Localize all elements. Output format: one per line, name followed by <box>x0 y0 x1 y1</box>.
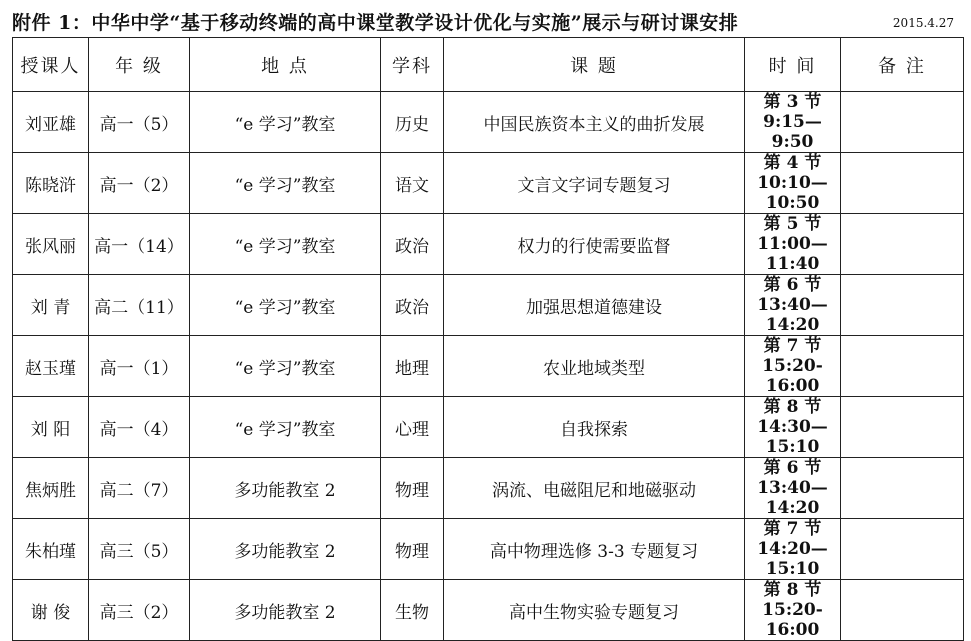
remark-cell <box>841 458 964 519</box>
period-text: 第 5 节 <box>763 214 822 234</box>
topic-cell: 高中物理选修 3-3 专题复习 <box>444 519 745 580</box>
table-row <box>13 153 964 214</box>
remark-cell <box>841 397 964 458</box>
topic-cell: 农业地域类型 <box>444 336 745 397</box>
subject-cell: 地理 <box>381 336 444 397</box>
period-text: 第 6 节 <box>763 458 822 478</box>
remark-cell <box>841 275 964 336</box>
time-cell <box>745 336 841 397</box>
time-range-text: 14:30—15:10 <box>757 417 828 457</box>
document-title: 附件 1：中华中学“基于移动终端的高中课堂教学设计优化与实施”展示与研讨课安排 <box>12 12 739 34</box>
location-cell: “e 学习”教室 <box>190 214 381 275</box>
time-cell <box>745 397 841 458</box>
period-text: 第 7 节 <box>763 519 822 539</box>
column-header-grade: 年 级 <box>89 38 190 92</box>
teacher-cell: 陈晓浒 <box>13 153 89 214</box>
period-text: 第 6 节 <box>763 275 822 295</box>
table-row <box>13 336 964 397</box>
subject-cell: 语文 <box>381 153 444 214</box>
period-text: 第 4 节 <box>763 153 822 173</box>
time-range-text: 9:15—9:50 <box>763 112 822 152</box>
grade-cell: 高一（2） <box>89 153 190 214</box>
time-cell <box>745 214 841 275</box>
location-cell: 多功能教室 2 <box>190 580 381 641</box>
column-header-remark: 备 注 <box>841 38 964 92</box>
teacher-cell: 刘 青 <box>13 275 89 336</box>
remark-cell <box>841 92 964 153</box>
location-cell: “e 学习”教室 <box>190 336 381 397</box>
topic-cell: 自我探索 <box>444 397 745 458</box>
time-range-text: 10:10—10:50 <box>757 173 828 213</box>
column-header-teacher: 授课人 <box>13 38 89 92</box>
teacher-cell: 谢 俊 <box>13 580 89 641</box>
column-header-time: 时 间 <box>745 38 841 92</box>
table-row <box>13 214 964 275</box>
time-cell <box>745 275 841 336</box>
time-cell <box>745 519 841 580</box>
location-cell: “e 学习”教室 <box>190 275 381 336</box>
table-row <box>13 397 964 458</box>
time-cell <box>745 458 841 519</box>
column-header-subject: 学科 <box>381 38 444 92</box>
topic-cell: 加强思想道德建设 <box>444 275 745 336</box>
column-header-topic: 课 题 <box>444 38 745 92</box>
topic-cell: 涡流、电磁阻尼和地磁驱动 <box>444 458 745 519</box>
grade-cell: 高二（11） <box>89 275 190 336</box>
topic-cell: 文言文字词专题复习 <box>444 153 745 214</box>
location-cell: “e 学习”教室 <box>190 397 381 458</box>
subject-cell: 心理 <box>381 397 444 458</box>
remark-cell <box>841 153 964 214</box>
table-row <box>13 458 964 519</box>
remark-cell <box>841 519 964 580</box>
grade-cell: 高三（2） <box>89 580 190 641</box>
remark-cell <box>841 580 964 641</box>
teacher-cell: 赵玉瑾 <box>13 336 89 397</box>
table-row <box>13 92 964 153</box>
location-cell: “e 学习”教室 <box>190 92 381 153</box>
grade-cell: 高一（1） <box>89 336 190 397</box>
subject-cell: 物理 <box>381 519 444 580</box>
teacher-cell: 焦炳胜 <box>13 458 89 519</box>
schedule-table <box>12 37 964 641</box>
time-cell <box>745 153 841 214</box>
time-range-text: 13:40—14:20 <box>757 295 828 335</box>
topic-cell: 高中生物实验专题复习 <box>444 580 745 641</box>
subject-cell: 政治 <box>381 214 444 275</box>
period-text: 第 3 节 <box>763 92 822 112</box>
time-range-text: 13:40—14:20 <box>757 478 828 518</box>
time-range-text: 15:20-16:00 <box>762 600 823 640</box>
remark-cell <box>841 336 964 397</box>
grade-cell: 高三（5） <box>89 519 190 580</box>
teacher-cell: 朱柏瑾 <box>13 519 89 580</box>
location-cell: 多功能教室 2 <box>190 458 381 519</box>
column-header-location: 地 点 <box>190 38 381 92</box>
topic-cell: 中国民族资本主义的曲折发展 <box>444 92 745 153</box>
document-header <box>12 6 962 34</box>
remark-cell <box>841 214 964 275</box>
topic-cell: 权力的行使需要监督 <box>444 214 745 275</box>
grade-cell: 高一（4） <box>89 397 190 458</box>
header-row <box>13 38 964 92</box>
grade-cell: 高二（7） <box>89 458 190 519</box>
time-cell <box>745 580 841 641</box>
location-cell: “e 学习”教室 <box>190 153 381 214</box>
period-text: 第 8 节 <box>763 397 822 417</box>
time-range-text: 15:20-16:00 <box>762 356 823 396</box>
subject-cell: 物理 <box>381 458 444 519</box>
subject-cell: 历史 <box>381 92 444 153</box>
subject-cell: 政治 <box>381 275 444 336</box>
teacher-cell: 刘亚雄 <box>13 92 89 153</box>
teacher-cell: 张风丽 <box>13 214 89 275</box>
subject-cell: 生物 <box>381 580 444 641</box>
period-text: 第 8 节 <box>763 580 822 600</box>
time-range-text: 11:00—11:40 <box>757 234 828 274</box>
time-range-text: 14:20—15:10 <box>757 539 828 579</box>
document-date: 2015.4.27 <box>892 16 954 30</box>
time-cell <box>745 92 841 153</box>
period-text: 第 7 节 <box>763 336 822 356</box>
table-row <box>13 580 964 641</box>
location-cell: 多功能教室 2 <box>190 519 381 580</box>
grade-cell: 高一（5） <box>89 92 190 153</box>
teacher-cell: 刘 阳 <box>13 397 89 458</box>
grade-cell: 高一（14） <box>89 214 190 275</box>
table-row <box>13 519 964 580</box>
table-row <box>13 275 964 336</box>
